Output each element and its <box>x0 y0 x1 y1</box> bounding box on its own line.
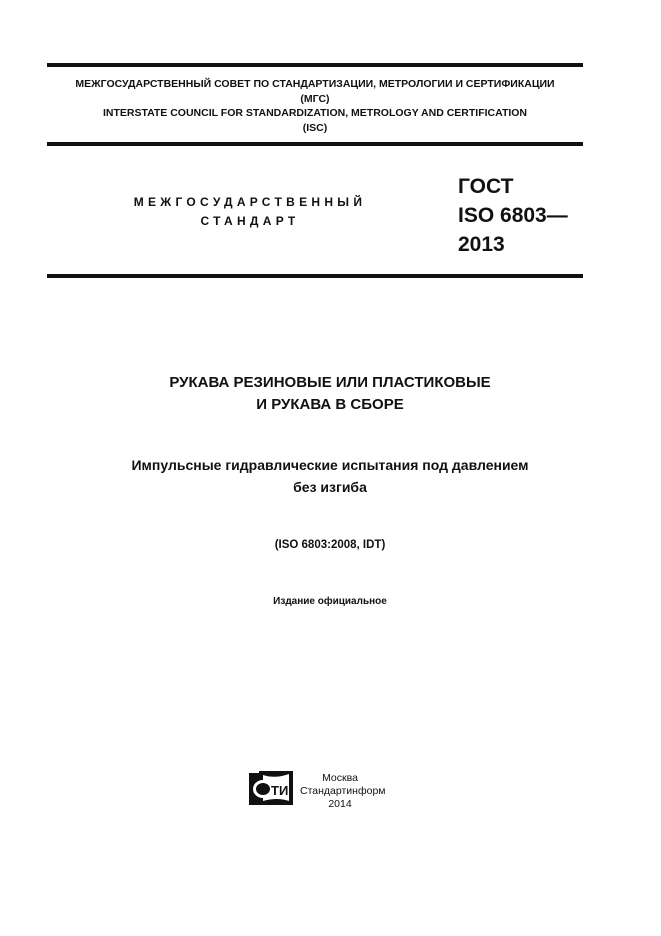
svg-text:ТИ: ТИ <box>271 783 289 798</box>
council-header <box>47 77 583 135</box>
council-ru: МЕЖГОСУДАРСТВЕННЫЙ СОВЕТ ПО СТАНДАРТИЗАЦИИ, МЕТРОЛОГИИ И СЕРТИФИКАЦИИ <box>75 78 555 90</box>
standard-year: 2013 <box>458 233 505 256</box>
document-subtitle <box>60 454 600 498</box>
subtitle-line2: без изгиба <box>293 479 367 495</box>
standard-designation <box>458 172 568 259</box>
publication-year: 2014 <box>328 798 352 810</box>
bottom-rule <box>47 274 583 278</box>
standard-type-line2: СТАНДАРТ <box>200 214 300 228</box>
standard-type <box>100 193 400 231</box>
edition-note: Издание официальное <box>273 596 387 607</box>
council-abbr-ru: (МГС) <box>300 92 330 105</box>
title-line1: РУКАВА РЕЗИНОВЫЕ ИЛИ ПЛАСТИКОВЫЕ <box>169 374 491 391</box>
gost-label: ГОСТ <box>458 175 514 198</box>
council-abbr-en: (ISC) <box>302 121 328 134</box>
iso-reference: (ISO 6803:2008, IDT) <box>274 539 386 551</box>
document-title <box>60 372 600 416</box>
title-line2: И РУКАВА В СБОРЕ <box>256 396 404 413</box>
top-rule <box>47 63 583 67</box>
publisher-block <box>300 772 386 811</box>
council-en: INTERSTATE COUNCIL FOR STANDARDIZATION, METROLOGY AND CERTIFICATION <box>102 107 528 119</box>
standard-number: ISO 6803— <box>458 204 568 227</box>
standartinform-logo-icon <box>249 771 293 805</box>
publisher-name: Стандартинформ <box>300 785 386 797</box>
middle-rule <box>47 142 583 146</box>
publisher-city: Москва <box>322 772 358 784</box>
standard-type-line1: МЕЖГОСУДАРСТВЕННЫЙ <box>133 195 367 209</box>
subtitle-line1: Импульсные гидравлические испытания под давлением <box>131 457 529 473</box>
